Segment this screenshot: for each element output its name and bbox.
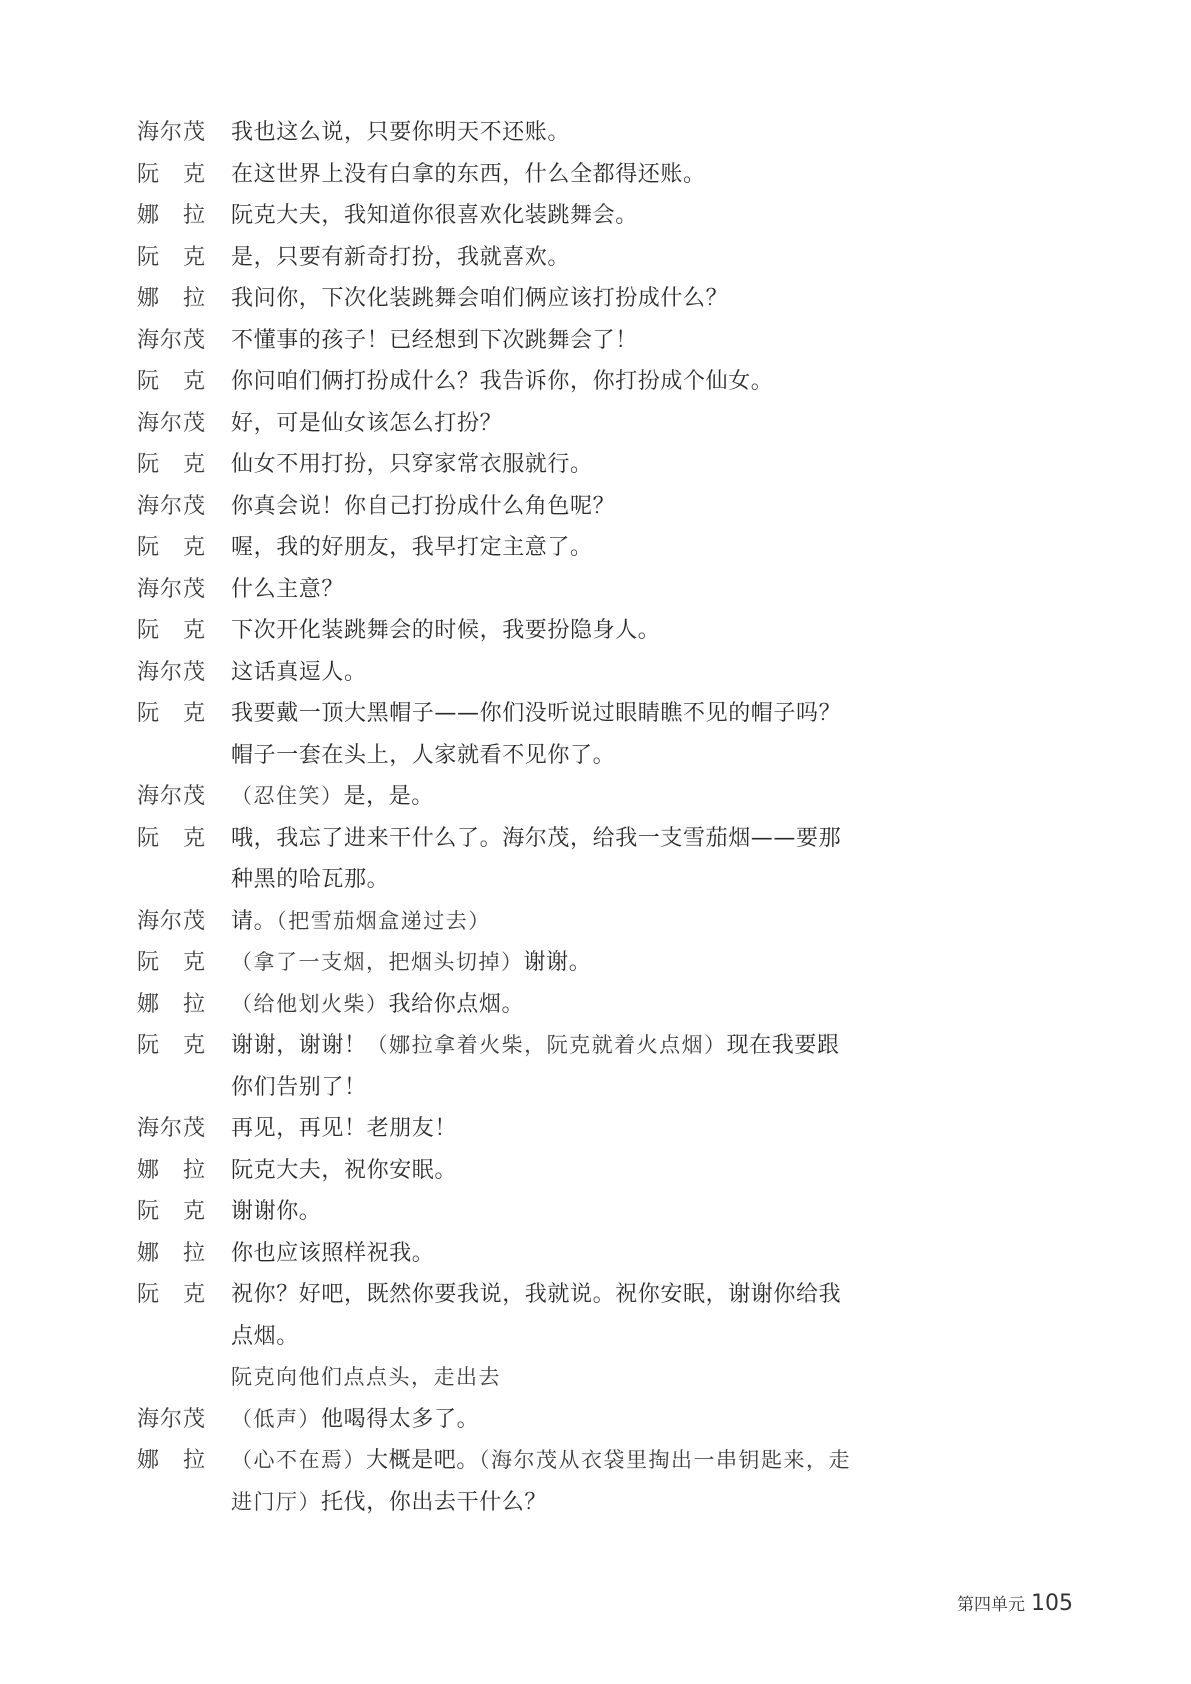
spoken-text: 这话真逗人。 — [231, 659, 367, 685]
line-content — [231, 361, 897, 403]
dialogue-line — [137, 237, 897, 279]
speaker-name: 阮 克 — [137, 825, 207, 851]
speaker-name: 阮 克 — [137, 369, 207, 394]
speaker-name: 阮 克 — [137, 1033, 207, 1058]
dialogue-line — [137, 1108, 897, 1150]
speaker-name: 阮 克 — [137, 618, 207, 643]
spoken-text: 哦，我忘了进来干什么了。海尔茂，给我一支雪茄烟——要那 — [231, 825, 842, 851]
speaker-name: 海尔茂 — [137, 1406, 207, 1432]
line-content — [231, 403, 897, 445]
line-content — [231, 237, 897, 279]
line-content — [231, 1025, 897, 1067]
speaker-name — [137, 1482, 231, 1524]
line-content — [231, 984, 897, 1026]
dialogue-line — [137, 361, 897, 403]
spoken-text: 谢谢你。 — [231, 1199, 322, 1224]
speaker-name: 海尔茂 — [137, 576, 207, 602]
dialogue-line — [137, 1150, 897, 1192]
dialogue-line — [137, 610, 897, 652]
line-content — [231, 1274, 897, 1316]
line-content — [231, 1067, 897, 1109]
line-content — [231, 735, 897, 777]
speaker-name: 阮 克 — [137, 1282, 207, 1307]
dialogue-line — [137, 569, 897, 611]
spoken-text: 你真会说！你自己打扮成什么角色呢？ — [231, 493, 616, 519]
speaker-name: 阮 克 — [137, 452, 207, 477]
line-content — [231, 278, 897, 320]
line-content — [231, 154, 897, 196]
line-content — [231, 901, 897, 943]
dialogue-line — [137, 112, 897, 154]
spoken-text: 好，可是仙女该怎么打扮？ — [231, 410, 503, 436]
spoken-text: 再见，再见！老朋友！ — [231, 1116, 458, 1141]
spoken-text: 谢谢，谢谢！ — [231, 1033, 367, 1058]
speaker-name: 海尔茂 — [137, 410, 207, 436]
speaker-name: 阮 克 — [137, 161, 207, 187]
line-content — [231, 1108, 897, 1150]
spoken-text: 点烟。 — [231, 1323, 299, 1349]
spoken-text: 我给你点烟。 — [388, 991, 525, 1017]
spoken-text: 阮克大夫，祝你安眠。 — [231, 1157, 458, 1183]
dialogue-line — [137, 1067, 897, 1109]
stage-direction: （海尔茂从衣袋里掏出一串钥匙来，走 — [479, 1448, 852, 1472]
speaker-name: 娜 拉 — [137, 1448, 207, 1473]
speaker-name: 阮 克 — [137, 1199, 207, 1224]
dialogue-line — [137, 901, 897, 943]
dialogue-line — [137, 859, 897, 901]
dialogue-line — [137, 693, 897, 735]
line-content — [231, 112, 897, 154]
line-content — [231, 444, 897, 486]
spoken-text: 请。 — [231, 908, 277, 934]
line-content — [231, 1357, 897, 1399]
spoken-text: 是，只要有新奇打扮，我就喜欢。 — [231, 244, 571, 270]
spoken-text: 你也应该照样祝我。 — [231, 1240, 435, 1266]
dialogue-line — [137, 1440, 897, 1482]
speaker-name: 海尔茂 — [137, 908, 207, 934]
dialogue-line — [137, 1482, 897, 1524]
spoken-text: 仙女不用打扮，只穿家常衣服就行。 — [231, 452, 593, 477]
speaker-name: 娜 拉 — [137, 203, 207, 228]
spoken-text: 我要戴一顶大黑帽子——你们没听说过眼睛瞧不见的帽子吗？ — [231, 701, 842, 726]
line-content — [231, 320, 897, 362]
speaker-name: 阮 克 — [137, 244, 207, 270]
dialogue-line — [137, 1316, 897, 1358]
dialogue-line — [137, 776, 897, 818]
speaker-name — [137, 859, 231, 901]
speaker-name: 海尔茂 — [137, 1116, 207, 1141]
spoken-text: 在这世界上没有白拿的东西，什么全都得还账。 — [231, 161, 706, 187]
line-content — [231, 776, 897, 818]
dialogue-line — [137, 527, 897, 569]
spoken-text: 祝你？好吧，既然你要我说，我就说。祝你安眠，谢谢你给我 — [231, 1282, 842, 1307]
speaker-name: 娜 拉 — [137, 1157, 207, 1183]
page-footer — [957, 1590, 1073, 1616]
dialogue-line — [137, 1025, 897, 1067]
line-content — [231, 527, 897, 569]
dialogue-line — [137, 154, 897, 196]
dialogue-block — [137, 112, 897, 1523]
dialogue-line — [137, 818, 897, 860]
stage-direction: （拿了一支烟，把烟头切掉） — [231, 950, 524, 974]
speaker-name: 娜 拉 — [137, 286, 207, 311]
spoken-text: 托伐，你出去干什么？ — [321, 1489, 548, 1515]
speaker-name — [137, 735, 231, 777]
stage-direction: 进门厅） — [231, 1489, 321, 1514]
dialogue-line — [137, 1233, 897, 1275]
spoken-text: 种黑的哈瓦那。 — [231, 867, 390, 892]
spoken-text: 下次开化装跳舞会的时候，我要扮隐身人。 — [231, 618, 661, 643]
line-content — [231, 818, 897, 860]
spoken-text: 谢谢。 — [523, 950, 592, 975]
speaker-name: 海尔茂 — [137, 327, 207, 353]
spoken-text: 阮克大夫，我知道你很喜欢化装跳舞会。 — [231, 203, 638, 228]
line-content — [231, 1316, 897, 1358]
line-content — [231, 195, 897, 237]
spoken-text: 我问你，下次化装跳舞会咱们俩应该打扮成什么？ — [231, 286, 729, 311]
speaker-name: 海尔茂 — [137, 493, 207, 519]
speaker-name: 阮 克 — [137, 950, 207, 975]
stage-direction: 阮克向他们点点头，走出去 — [231, 1365, 501, 1389]
dialogue-line — [137, 278, 897, 320]
spoken-text: 喔，我的好朋友，我早打定主意了。 — [231, 535, 593, 560]
speaker-name — [137, 1357, 231, 1399]
spoken-text: 我也这么说，只要你明天不还账。 — [231, 120, 571, 145]
line-content — [231, 1440, 897, 1482]
speaker-name: 海尔茂 — [137, 659, 207, 685]
speaker-name: 海尔茂 — [137, 120, 207, 145]
line-content — [231, 942, 897, 984]
line-content — [231, 1399, 897, 1441]
spoken-text: 是，是。 — [343, 784, 434, 809]
line-content — [231, 693, 897, 735]
line-content — [231, 486, 897, 528]
dialogue-line — [137, 320, 897, 362]
spoken-text: 大概是吧。 — [366, 1448, 480, 1473]
dialogue-line — [137, 1399, 897, 1441]
line-content — [231, 1233, 897, 1275]
line-content — [231, 610, 897, 652]
speaker-name: 阮 克 — [137, 535, 207, 560]
dialogue-line — [137, 1274, 897, 1316]
dialogue-line — [137, 195, 897, 237]
dialogue-line — [137, 984, 897, 1026]
page-number: 105 — [1031, 1591, 1073, 1616]
spoken-text: 你问咱们俩打扮成什么？我告诉你，你打扮成个仙女。 — [231, 369, 774, 394]
dialogue-line — [137, 486, 897, 528]
spoken-text: 不懂事的孩子！已经想到下次跳舞会了！ — [231, 327, 638, 353]
stage-direction: （心不在焉） — [231, 1448, 366, 1472]
speaker-name: 娜 拉 — [137, 1240, 207, 1266]
spoken-text: 现在我要跟 — [726, 1033, 840, 1058]
spoken-text: 他喝得太多了。 — [321, 1406, 480, 1432]
spoken-text: 你们告别了！ — [231, 1074, 367, 1100]
dialogue-line — [137, 1357, 897, 1399]
speaker-name: 娜 拉 — [137, 991, 207, 1017]
spoken-text: 帽子一套在头上，人家就看不见你了。 — [231, 742, 616, 768]
stage-direction: （把雪茄烟盒递过去） — [276, 908, 491, 933]
dialogue-line — [137, 735, 897, 777]
unit-label: 第四单元 — [957, 1595, 1025, 1615]
stage-direction: （娜拉拿着火柴，阮克就着火点烟） — [366, 1033, 727, 1057]
line-content — [231, 569, 897, 611]
speaker-name — [137, 1316, 231, 1358]
dialogue-line — [137, 403, 897, 445]
dialogue-line — [137, 444, 897, 486]
stage-direction: （给他划火柴） — [231, 991, 389, 1016]
dialogue-line — [137, 652, 897, 694]
spoken-text: 什么主意？ — [231, 576, 345, 602]
line-content — [231, 1482, 897, 1524]
stage-direction: （忍住笑） — [231, 784, 344, 808]
line-content — [231, 1150, 897, 1192]
line-content — [231, 859, 897, 901]
dialogue-line — [137, 1191, 897, 1233]
stage-direction: （低声） — [231, 1406, 321, 1431]
line-content — [231, 652, 897, 694]
speaker-name: 阮 克 — [137, 701, 207, 726]
speaker-name — [137, 1067, 231, 1109]
line-content — [231, 1191, 897, 1233]
speaker-name: 海尔茂 — [137, 784, 207, 809]
dialogue-line — [137, 942, 897, 984]
